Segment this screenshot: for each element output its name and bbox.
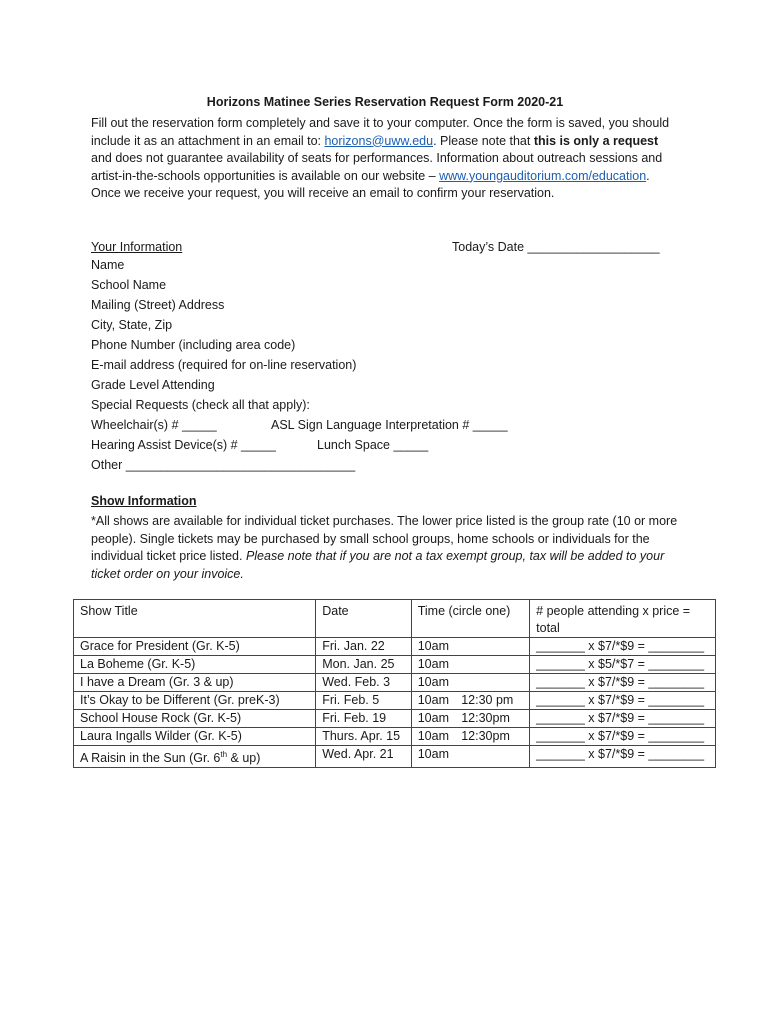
lunch-space-field[interactable]: Lunch Space _____ bbox=[317, 438, 429, 452]
hearing-assist-field[interactable]: Hearing Assist Device(s) # _____ bbox=[91, 438, 276, 452]
time-option[interactable]: 10am bbox=[417, 639, 450, 653]
email-field-label: E-mail address (required for on-line reservation) bbox=[91, 358, 357, 372]
city-state-zip-field-label: City, State, Zip bbox=[91, 318, 173, 332]
table-header-row bbox=[74, 600, 716, 638]
show-title-cell: School House Rock (Gr. K-5) bbox=[74, 710, 316, 728]
time-option-2[interactable]: 12:30 pm bbox=[461, 693, 514, 707]
time-option[interactable]: 10am bbox=[417, 711, 450, 725]
show-information-note bbox=[91, 513, 681, 583]
show-title-cell: Grace for President (Gr. K-5) bbox=[74, 638, 316, 656]
time-option-2[interactable]: 12:30pm bbox=[461, 711, 510, 725]
table-row bbox=[74, 638, 716, 656]
mailing-address-field-label: Mailing (Street) Address bbox=[91, 298, 225, 312]
show-title-cell: La Boheme (Gr. K-5) bbox=[74, 656, 316, 674]
intro-paragraph bbox=[91, 115, 681, 203]
date-cell: Mon. Jan. 25 bbox=[316, 656, 412, 674]
time-cell[interactable] bbox=[411, 728, 529, 746]
time-cell[interactable] bbox=[411, 710, 529, 728]
intro-text-2: . Please note that bbox=[433, 133, 534, 148]
time-option[interactable]: 10am bbox=[417, 675, 450, 689]
show-title-cell: I have a Dream (Gr. 3 & up) bbox=[74, 674, 316, 692]
price-cell[interactable]: _______ x $7/*$9 = ________ bbox=[530, 728, 716, 746]
special-requests-label: Special Requests (check all that apply): bbox=[91, 398, 310, 412]
time-cell[interactable] bbox=[411, 674, 529, 692]
header-people-price: # people attending x price = total bbox=[530, 600, 716, 638]
name-field-label: Name bbox=[91, 258, 125, 272]
time-cell[interactable] bbox=[411, 656, 529, 674]
phone-field-label: Phone Number (including area code) bbox=[91, 338, 296, 352]
grade-level-field-label: Grade Level Attending bbox=[91, 378, 215, 392]
time-cell[interactable] bbox=[411, 746, 529, 768]
price-cell[interactable]: _______ x $7/*$9 = ________ bbox=[530, 638, 716, 656]
date-cell: Thurs. Apr. 15 bbox=[316, 728, 412, 746]
table-row bbox=[74, 746, 716, 768]
table-row bbox=[74, 728, 716, 746]
date-cell: Wed. Apr. 21 bbox=[316, 746, 412, 768]
time-option-2[interactable]: 12:30pm bbox=[461, 729, 510, 743]
other-field[interactable]: Other _________________________________ bbox=[91, 458, 356, 472]
price-cell[interactable]: _______ x $7/*$9 = ________ bbox=[530, 692, 716, 710]
your-information-heading: Your Information bbox=[91, 240, 183, 254]
date-cell: Fri. Feb. 5 bbox=[316, 692, 412, 710]
table-row bbox=[74, 692, 716, 710]
date-cell: Wed. Feb. 3 bbox=[316, 674, 412, 692]
show-title-cell: It’s Okay to be Different (Gr. preK-3) bbox=[74, 692, 316, 710]
price-cell[interactable]: _______ x $7/*$9 = ________ bbox=[530, 746, 716, 768]
shows-table bbox=[73, 599, 716, 768]
asl-field[interactable]: ASL Sign Language Interpretation # _____ bbox=[271, 418, 508, 432]
form-title: Horizons Matinee Series Reservation Request Form 2020-21 bbox=[206, 95, 564, 109]
intro-text-4: . Once we receive your request, you will receive an email to confirm your reservation. bbox=[91, 168, 650, 201]
price-cell[interactable]: _______ x $7/*$9 = ________ bbox=[530, 710, 716, 728]
table-row bbox=[74, 674, 716, 692]
price-cell[interactable]: _______ x $5/*$7 = ________ bbox=[530, 656, 716, 674]
date-cell: Fri. Feb. 19 bbox=[316, 710, 412, 728]
intro-bold-text: this is only a request bbox=[533, 133, 659, 148]
show-information-heading: Show Information bbox=[91, 494, 197, 508]
time-option[interactable]: 10am bbox=[417, 729, 450, 743]
time-cell[interactable] bbox=[411, 638, 529, 656]
time-option[interactable]: 10am bbox=[417, 693, 450, 707]
time-cell[interactable] bbox=[411, 692, 529, 710]
show-note-italic: Please note that if you are not a tax exempt group, tax will be added to your ticket order on your invoice. bbox=[91, 549, 665, 581]
header-time: Time (circle one) bbox=[411, 600, 529, 638]
time-option[interactable]: 10am bbox=[417, 657, 450, 671]
table-row bbox=[74, 656, 716, 674]
show-title-text: A Raisin in the Sun (Gr. 6th & up) bbox=[80, 750, 261, 766]
header-date: Date bbox=[316, 600, 412, 638]
website-link[interactable]: www.youngauditorium.com/education bbox=[439, 168, 647, 183]
header-show-title: Show Title bbox=[74, 600, 316, 638]
show-note-text: *All shows are available for individual ticket purchases. The lower price listed is the group rate (10 or more people). Single tickets may be purchased by small school groups, home schools or individuals for the individual ticket price listed. bbox=[91, 514, 678, 564]
intro-text-1: Fill out the reservation form completely and save it to your computer. Once the form is saved, you should include it as an attachment in an email to: bbox=[91, 116, 670, 148]
wheelchair-field[interactable]: Wheelchair(s) # _____ bbox=[91, 418, 217, 432]
show-title-cell bbox=[74, 746, 316, 768]
time-option[interactable]: 10am bbox=[417, 747, 450, 761]
email-link[interactable]: horizons@uww.edu bbox=[324, 133, 434, 148]
date-cell: Fri. Jan. 22 bbox=[316, 638, 412, 656]
show-title-cell: Laura Ingalls Wilder (Gr. K-5) bbox=[74, 728, 316, 746]
todays-date-field[interactable]: Today’s Date ___________________ bbox=[452, 240, 660, 254]
table-row bbox=[74, 710, 716, 728]
school-name-field-label: School Name bbox=[91, 278, 167, 292]
intro-text-3: and does not guarantee availability of seats for performances. Information about outreach sessions and artist-in-the-schools opportunities is available on our website – bbox=[91, 151, 663, 183]
price-cell[interactable]: _______ x $7/*$9 = ________ bbox=[530, 674, 716, 692]
